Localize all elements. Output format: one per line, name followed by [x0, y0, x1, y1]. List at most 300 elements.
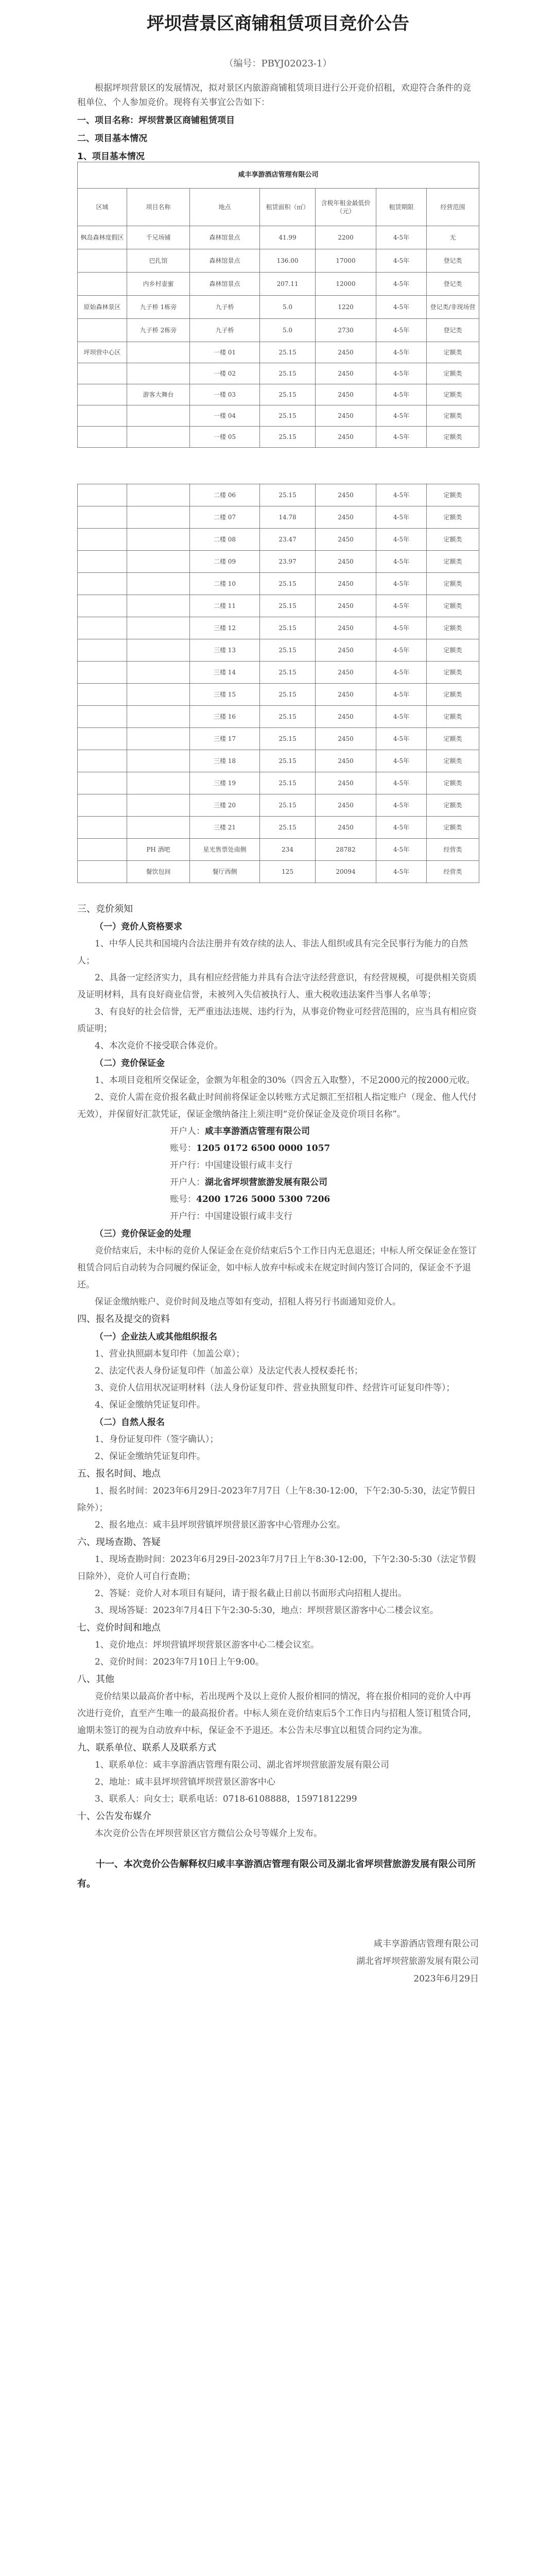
- cell-reserve: 2450: [316, 405, 376, 427]
- cell-term: 4-5年: [376, 405, 427, 427]
- header-reserve: 含税年租金最低价（元）: [316, 189, 376, 226]
- cell-name: [127, 484, 190, 506]
- cell-term: 4-5年: [376, 861, 427, 883]
- cell-area: [78, 794, 127, 817]
- paragraph: 3、现场答疑：2023年7月4日下午2:30-5:30，地点：坪坝营景区游客中心二楼会议室。: [95, 1605, 439, 1616]
- table-row: [78, 405, 479, 427]
- cell-use: 定额类: [427, 617, 479, 639]
- cell-area: [78, 861, 127, 883]
- table-row: [78, 728, 479, 750]
- account-bank: 中国建设银行咸丰支行: [205, 1211, 292, 1222]
- paragraph: 2、具备一定经济实力，具有相应经营能力并具有合法守法经营意识，有经营规模，可提供相关资质及证明材料，具有良好商业信誉，未被列入失信被执行人、重大税收违法案件当事人名单等；: [77, 973, 477, 1000]
- cell-area: [78, 319, 127, 342]
- section-10-heading: 十、公告发布媒介: [77, 1811, 151, 1822]
- cell-reserve: 2450: [316, 342, 376, 363]
- rental-table: [77, 162, 479, 448]
- cell-reserve: 2450: [316, 772, 376, 794]
- table-row: [78, 794, 479, 817]
- cell-reserve: 2450: [316, 728, 376, 750]
- cell-name: [127, 772, 190, 794]
- cell-area: 枫岛森林度假区: [78, 226, 127, 249]
- project-name-heading: 一、项目名称：坪坝营景区商铺租赁项目: [77, 115, 235, 126]
- cell-size: 41.99: [260, 226, 316, 249]
- cell-area: [78, 639, 127, 662]
- paragraph: 2、保证金缴纳凭证复印件。: [95, 1451, 205, 1462]
- cell-size: 23.97: [260, 551, 316, 573]
- cell-term: 4-5年: [376, 817, 427, 839]
- cell-name: [127, 529, 190, 551]
- header-term: 租赁期限: [376, 189, 427, 226]
- cell-name: PH 酒吧: [127, 839, 190, 861]
- table-row: [78, 662, 479, 684]
- cell-location: 一楼 03: [190, 384, 260, 405]
- cell-reserve: 2450: [316, 363, 376, 384]
- table-row: [78, 750, 479, 772]
- cell-term: 4-5年: [376, 639, 427, 662]
- cell-area: [78, 363, 127, 384]
- account-number: 4200 1726 5000 5300 7206: [196, 1194, 331, 1205]
- cell-size: 234: [260, 839, 316, 861]
- closing-statement: 十一、本次竞价公告解释权归咸丰享游酒店管理有限公司及湖北省坪坝营旅游发展有限公司所有。: [77, 1859, 476, 1889]
- cell-location: 三楼 15: [190, 684, 260, 706]
- section-10-block: [77, 1825, 479, 1842]
- cell-use: 定额类: [427, 427, 479, 448]
- cell-use: 定额类: [427, 662, 479, 684]
- table-row: [78, 529, 479, 551]
- cell-size: 5.0: [260, 319, 316, 342]
- cell-area: [78, 551, 127, 573]
- paragraph: 3、有良好的社会信誉，无严重违法违规、违约行为，从事竞价物业可经营范围的，应当具有相应资质证明；: [77, 1007, 477, 1034]
- account-label: 开户人：: [170, 1126, 205, 1137]
- table-row: [78, 595, 479, 617]
- cell-size: 5.0: [260, 296, 316, 319]
- table-row: [78, 384, 479, 405]
- paragraph: 2、法定代表人身份证复印件（加盖公章）及法定代表人授权委托书；: [95, 1366, 363, 1376]
- cell-area: [78, 405, 127, 427]
- account-label: 账号：: [170, 1143, 196, 1154]
- section-5-block: [77, 1483, 479, 1534]
- cell-location: 三楼 12: [190, 617, 260, 639]
- cell-size: 25.15: [260, 639, 316, 662]
- section-9-block: [77, 1757, 479, 1808]
- paragraph: 3、联系人：向女士；联系电话：0718-6108888，15971812299: [95, 1794, 357, 1804]
- cell-reserve: 2450: [316, 427, 376, 448]
- cell-term: 4-5年: [376, 384, 427, 405]
- cell-reserve: 2450: [316, 617, 376, 639]
- paragraph: 1、竞价地点：坪坝营镇坪坝营景区游客中心二楼会议室。: [95, 1640, 319, 1650]
- header-size: 租赁面积（㎡）: [260, 189, 316, 226]
- cell-reserve: 2450: [316, 506, 376, 529]
- cell-use: 经营类: [427, 861, 479, 883]
- section-4-block-1: [77, 1346, 479, 1414]
- cell-name: [127, 728, 190, 750]
- cell-size: 25.15: [260, 573, 316, 595]
- cell-use: 定额类: [427, 706, 479, 728]
- account-label: 账号：: [170, 1194, 196, 1205]
- cell-name: 九子桥 2栋旁: [127, 319, 190, 342]
- cell-location: 森林馆景点: [190, 249, 260, 273]
- cell-use: 无: [427, 226, 479, 249]
- table-row: [78, 573, 479, 595]
- signature-org-2: 湖北省坪坝营旅游发展有限公司: [356, 1956, 479, 1967]
- rental-table-body: [78, 226, 479, 448]
- paragraph: 本次竞价公告在坪坝营景区官方微信公众号等媒介上发布。: [95, 1828, 322, 1839]
- cell-area: [78, 617, 127, 639]
- cell-name: 千兄场铺: [127, 226, 190, 249]
- cell-name: [127, 639, 190, 662]
- cell-reserve: 2450: [316, 639, 376, 662]
- cell-name: [127, 551, 190, 573]
- section-3-sub-2: （二）竞价保证金: [95, 1058, 165, 1069]
- paragraph: 竞价结束后，未中标的竞价人保证金在竞价结束后5个工作日内无息退还；中标人所交保证金在签订租赁合同后自动转为合同履约保证金，如中标人放弃中标或未在规定时间内签订合同的，保证金不予退还。: [77, 1246, 477, 1290]
- cell-term: 4-5年: [376, 342, 427, 363]
- cell-location: 一楼 05: [190, 427, 260, 448]
- cell-use: 定额类: [427, 484, 479, 506]
- table-row: [78, 342, 479, 363]
- table-row: [78, 817, 479, 839]
- signature-block: [77, 1935, 479, 1988]
- cell-name: [127, 405, 190, 427]
- cell-size: 25.15: [260, 706, 316, 728]
- cell-reserve: 2450: [316, 384, 376, 405]
- cell-use: 定额类: [427, 506, 479, 529]
- cell-size: 25.15: [260, 427, 316, 448]
- table-row: [78, 772, 479, 794]
- cell-area: 坪坝营中心区: [78, 342, 127, 363]
- cell-name: [127, 595, 190, 617]
- paragraph: 2、竞价时间：2023年7月10日上午9:00。: [95, 1657, 264, 1667]
- section-4-sub-1: （一）企业法人或其他组织报名: [95, 1332, 217, 1342]
- cell-name: [127, 427, 190, 448]
- cell-use: 定额类: [427, 551, 479, 573]
- cell-size: 25.15: [260, 662, 316, 684]
- table-row: [78, 249, 479, 273]
- cell-name: [127, 750, 190, 772]
- table-row: [78, 427, 479, 448]
- cell-area: [78, 249, 127, 273]
- cell-reserve: 2450: [316, 817, 376, 839]
- cell-term: 4-5年: [376, 728, 427, 750]
- table-row: [78, 484, 479, 506]
- cell-size: 25.15: [260, 484, 316, 506]
- cell-reserve: 2450: [316, 484, 376, 506]
- cell-area: [78, 573, 127, 595]
- paragraph: 1、中华人民共和国境内合法注册并有效存续的法人、非法人组织或具有完全民事行为能力的自然人；: [77, 939, 468, 966]
- cell-location: 二楼 06: [190, 484, 260, 506]
- cell-area: [78, 706, 127, 728]
- table-row: [78, 296, 479, 319]
- table-row: [78, 319, 479, 342]
- cell-location: 星光售票处南侧: [190, 839, 260, 861]
- cell-name: [127, 573, 190, 595]
- account-bank: 中国建设银行咸丰支行: [205, 1160, 292, 1171]
- section-4-heading: 四、报名及提交的资料: [77, 1314, 170, 1325]
- paragraph: 2、报名地点：咸丰县坪坝营镇坪坝营景区游客中心管理办公室。: [95, 1520, 345, 1530]
- cell-location: 三楼 14: [190, 662, 260, 684]
- cell-area: [78, 728, 127, 750]
- cell-name: [127, 794, 190, 817]
- cell-area: [78, 484, 127, 506]
- cell-reserve: 2450: [316, 595, 376, 617]
- paragraph: 2、地址：咸丰县坪坝营镇坪坝营景区游客中心: [95, 1777, 275, 1787]
- cell-location: 九子桥: [190, 319, 260, 342]
- cell-use: 登记类: [427, 249, 479, 273]
- paragraph: 1、联系单位：咸丰享游酒店管理有限公司、湖北省坪坝营旅游发展有限公司: [95, 1760, 389, 1770]
- section-8-heading: 八、其他: [77, 1674, 114, 1685]
- cell-location: 二楼 07: [190, 506, 260, 529]
- cell-location: 三楼 17: [190, 728, 260, 750]
- section-6-block: [77, 1551, 479, 1619]
- section-7-heading: 七、竞价时间和地点: [77, 1622, 161, 1633]
- table-row: [78, 363, 479, 384]
- cell-location: 森林馆景点: [190, 226, 260, 249]
- section-3-sub-3: （三）竞价保证金的处理: [95, 1229, 191, 1239]
- paragraph: 1、营业执照副本复印件（加盖公章）；: [95, 1349, 245, 1359]
- paragraph: 1、现场查勘时间：2023年6月29日-2023年7月7日上午8:30-12:00，下午2:30-5:30（法定节假日除外），竞价人可自行查勘；: [77, 1554, 476, 1582]
- cell-term: 4-5年: [376, 249, 427, 273]
- cell-term: 4-5年: [376, 363, 427, 384]
- cell-name: [127, 617, 190, 639]
- cell-location: 三楼 20: [190, 794, 260, 817]
- table-row: [78, 506, 479, 529]
- cell-name: 内乡村壶蜜: [127, 273, 190, 296]
- cell-reserve: 28782: [316, 839, 376, 861]
- paragraph: 1、报名时间：2023年6月29日-2023年7月7日（上午8:30-12:00，下午2:30-5:30，法定节假日除外）；: [77, 1486, 476, 1513]
- cell-use: 定额类: [427, 384, 479, 405]
- cell-reserve: 12000: [316, 273, 376, 296]
- cell-area: [78, 506, 127, 529]
- cell-term: 4-5年: [376, 839, 427, 861]
- section-3-block-1: [77, 936, 479, 1055]
- section-7-block: [77, 1637, 479, 1671]
- cell-size: 25.15: [260, 595, 316, 617]
- cell-location: 三楼 21: [190, 817, 260, 839]
- cell-location: 三楼 19: [190, 772, 260, 794]
- cell-name: [127, 662, 190, 684]
- cell-reserve: 2450: [316, 684, 376, 706]
- cell-term: 4-5年: [376, 506, 427, 529]
- cell-area: [78, 772, 127, 794]
- cell-use: 定额类: [427, 573, 479, 595]
- cell-use: 定额类: [427, 595, 479, 617]
- cell-location: 二楼 10: [190, 573, 260, 595]
- project-info-heading: 二、项目基本情况: [77, 133, 147, 144]
- cell-use: 定额类: [427, 405, 479, 427]
- cell-reserve: 2450: [316, 706, 376, 728]
- cell-reserve: 2450: [316, 794, 376, 817]
- cell-term: 4-5年: [376, 484, 427, 506]
- document-title: 坪坝营景区商铺租赁项目竞价公告: [147, 13, 409, 34]
- cell-area: [78, 384, 127, 405]
- cell-name: 餐饮包间: [127, 861, 190, 883]
- cell-use: 定额类: [427, 529, 479, 551]
- account-label: 开户行：: [170, 1211, 205, 1222]
- cell-reserve: 2450: [316, 750, 376, 772]
- cell-use: 经营类: [427, 839, 479, 861]
- cell-reserve: 20094: [316, 861, 376, 883]
- cell-location: 三楼 18: [190, 750, 260, 772]
- header-name: 项目名称: [127, 189, 190, 226]
- cell-use: 定额类: [427, 639, 479, 662]
- cell-location: 二楼 09: [190, 551, 260, 573]
- cell-location: 餐厅西侧: [190, 861, 260, 883]
- cell-location: 二楼 11: [190, 595, 260, 617]
- cell-size: 136.00: [260, 249, 316, 273]
- cell-size: 25.15: [260, 342, 316, 363]
- cell-term: 4-5年: [376, 427, 427, 448]
- cell-use: 定额类: [427, 794, 479, 817]
- cell-reserve: 2450: [316, 551, 376, 573]
- cell-area: [78, 595, 127, 617]
- section-4-sub-2: （二）自然人报名: [95, 1417, 165, 1428]
- cell-term: 4-5年: [376, 296, 427, 319]
- table-page-gap: [77, 448, 479, 484]
- cell-use: 定额类: [427, 363, 479, 384]
- table-row: [78, 684, 479, 706]
- cell-name: [127, 363, 190, 384]
- section-4-block-2: [77, 1431, 479, 1465]
- cell-area: [78, 817, 127, 839]
- cell-term: 4-5年: [376, 706, 427, 728]
- cell-term: 4-5年: [376, 529, 427, 551]
- cell-location: 九子桥: [190, 296, 260, 319]
- account-label: 开户行：: [170, 1160, 205, 1171]
- table-row: [78, 639, 479, 662]
- section-5-heading: 五、报名时间、地点: [77, 1468, 161, 1479]
- cell-size: 125: [260, 861, 316, 883]
- section-3-block-3: [77, 1243, 479, 1311]
- section-9-heading: 九、联系单位、联系人及联系方式: [77, 1742, 216, 1753]
- table-row: [78, 861, 479, 883]
- cell-location: 森林馆景点: [190, 273, 260, 296]
- cell-area: [78, 839, 127, 861]
- section-6-heading: 六、现场查勘、答疑: [77, 1537, 161, 1548]
- table-row: [78, 273, 479, 296]
- cell-size: 25.15: [260, 363, 316, 384]
- cell-name: 九子桥 1栋旁: [127, 296, 190, 319]
- cell-size: 25.15: [260, 384, 316, 405]
- cell-use: 定额类: [427, 772, 479, 794]
- cell-term: 4-5年: [376, 273, 427, 296]
- account-label: 开户人：: [170, 1177, 205, 1188]
- cell-size: 25.15: [260, 794, 316, 817]
- cell-size: 23.47: [260, 529, 316, 551]
- cell-term: 4-5年: [376, 226, 427, 249]
- section-3-block-2: [77, 1072, 479, 1123]
- cell-area: [78, 684, 127, 706]
- document-number: （编号：PBYJ02023-1）: [224, 58, 332, 69]
- cell-size: 25.15: [260, 750, 316, 772]
- cell-size: 25.15: [260, 772, 316, 794]
- cell-size: 14.78: [260, 506, 316, 529]
- signature-org-1: 咸丰享游酒店管理有限公司: [374, 1939, 479, 1949]
- table-row: [78, 617, 479, 639]
- table-row: [78, 706, 479, 728]
- section-8-block: [77, 1688, 479, 1739]
- cell-use: 定额类: [427, 728, 479, 750]
- project-info-subheading: 1、项目基本情况: [77, 151, 145, 162]
- paragraph: 1、身份证复印件（签字确认）；: [95, 1434, 219, 1445]
- table-row: [78, 839, 479, 861]
- cell-area: [78, 427, 127, 448]
- cell-area: [78, 750, 127, 772]
- cell-name: 巴扎馆: [127, 249, 190, 273]
- account-name: 湖北省坪坝营旅游发展有限公司: [205, 1177, 327, 1188]
- cell-reserve: 2450: [316, 529, 376, 551]
- account-number: 1205 0172 6500 0000 1057: [196, 1143, 331, 1154]
- cell-reserve: 2450: [316, 662, 376, 684]
- table-row: [78, 226, 479, 249]
- cell-name: [127, 706, 190, 728]
- cell-reserve: 2200: [316, 226, 376, 249]
- cell-term: 4-5年: [376, 662, 427, 684]
- cell-use: 登记类: [427, 319, 479, 342]
- cell-reserve: 2450: [316, 573, 376, 595]
- table-row: [78, 551, 479, 573]
- cell-term: 4-5年: [376, 684, 427, 706]
- paragraph: 4、本次竞价不接受联合体竞价。: [95, 1041, 223, 1051]
- cell-use: 登记类: [427, 273, 479, 296]
- cell-reserve: 17000: [316, 249, 376, 273]
- paragraph: 4、保证金缴纳凭证复印件。: [95, 1400, 205, 1410]
- cell-use: 定额类: [427, 342, 479, 363]
- header-use: 经营范围: [427, 189, 479, 226]
- cell-location: 二楼 08: [190, 529, 260, 551]
- cell-term: 4-5年: [376, 319, 427, 342]
- cell-reserve: 2730: [316, 319, 376, 342]
- cell-area: [78, 529, 127, 551]
- section-3-heading: 三、竞价须知: [77, 904, 133, 914]
- cell-area: 原始森林景区: [78, 296, 127, 319]
- cell-term: 4-5年: [376, 551, 427, 573]
- cell-size: 25.15: [260, 817, 316, 839]
- cell-location: 一楼 02: [190, 363, 260, 384]
- rental-table-continued: [77, 484, 479, 883]
- cell-location: 一楼 04: [190, 405, 260, 427]
- paragraph: 3、竞价人信用状况证明材料（法人身份证复印件、营业执照复印件、经营许可证复印件等）；: [95, 1383, 455, 1393]
- account-1: [77, 1123, 479, 1174]
- cell-use: 定额类: [427, 817, 479, 839]
- paragraph: 2、答疑：竞价人对本项目有疑问，请于报名截止日前以书面形式向招租人提出。: [95, 1588, 407, 1599]
- cell-name: [127, 817, 190, 839]
- rental-table-body-continued: [78, 484, 479, 883]
- paragraph: 2、竞价人需在竞价报名截止时间前将保证金以转账方式足额汇至招租人指定账户（现金、他人代付无效），并保留好汇款凭证，保证金缴纳备注上须注明“竞价保证金及竞价项目名称”。: [77, 1092, 477, 1120]
- cell-location: 三楼 16: [190, 706, 260, 728]
- cell-area: [78, 662, 127, 684]
- account-2: [77, 1174, 479, 1225]
- cell-name: 游客大舞台: [127, 384, 190, 405]
- intro-paragraph: 根据坪坝营景区的发展情况，拟对景区内旅游商铺租赁项目进行公开竞价招租，欢迎符合条件的竞租单位、个人参加竞价。现将有关事宜公告如下：: [77, 83, 471, 108]
- cell-name: [127, 342, 190, 363]
- cell-term: 4-5年: [376, 617, 427, 639]
- cell-name: [127, 506, 190, 529]
- cell-size: 25.15: [260, 617, 316, 639]
- account-name: 咸丰享游酒店管理有限公司: [205, 1126, 310, 1137]
- cell-location: 一楼 01: [190, 342, 260, 363]
- cell-size: 207.11: [260, 273, 316, 296]
- cell-area: [78, 273, 127, 296]
- cell-name: [127, 684, 190, 706]
- cell-use: 登记类/非现场营: [427, 296, 479, 319]
- signature-date: 2023年6月29日: [413, 1974, 479, 1984]
- cell-reserve: 1220: [316, 296, 376, 319]
- cell-use: 定额类: [427, 750, 479, 772]
- rental-table-container: [77, 162, 479, 883]
- header-location: 地点: [190, 189, 260, 226]
- cell-use: 定额类: [427, 684, 479, 706]
- cell-term: 4-5年: [376, 794, 427, 817]
- cell-size: 25.15: [260, 728, 316, 750]
